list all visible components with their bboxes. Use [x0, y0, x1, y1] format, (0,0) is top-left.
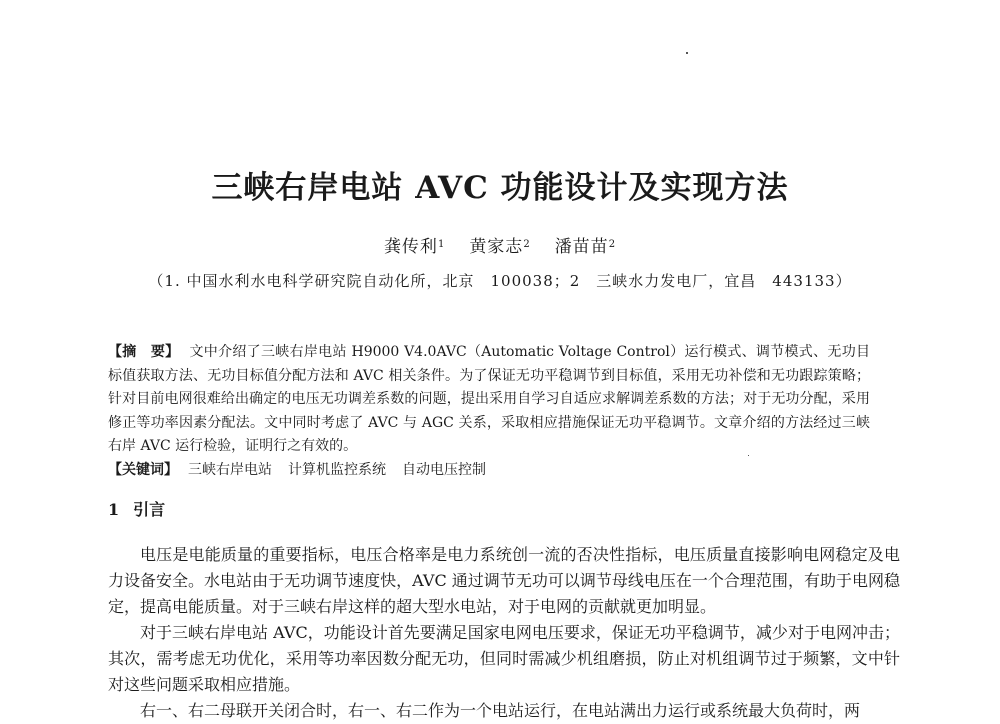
abstract-block	[108, 341, 870, 482]
scan-speck	[686, 52, 688, 54]
keyword: 自动电压控制	[402, 461, 486, 478]
author: 潘苗苗$^2$	[554, 237, 617, 257]
body-paragraph: 电压是电能质量的重要指标，电压合格率是电力系统创一流的否决性指标，电压质量直接影响电网稳定及电力设备安全。水电站由于无功调节速度快，AVC 通过调节无功可以调节母线电压在一个合理范围，有助于电网稳定，提高电能质量。对于三峡右岸这样的超大型水电站，对于电网的贡献就更加明显。	[108, 545, 900, 616]
keywords-label: 【关键词】	[108, 461, 178, 478]
keyword: 计算机监控系统	[288, 461, 386, 478]
section-heading	[108, 498, 165, 522]
author: 龚传利$^1$	[383, 237, 446, 257]
affiliation: （1. 中国水利水电科学研究院自动化所，北京 100038；2 三峡水力发电厂，宜昌 443133）	[148, 272, 852, 290]
body-text	[108, 542, 900, 724]
author-list	[0, 236, 1000, 258]
body-paragraph: 对于三峡右岸电站 AVC，功能设计首先要满足国家电网电压要求，保证无功平稳调节，减少对于电网冲击；其次，需考虑无功优化，采用等功率因数分配无功，但同时需减少机组磨损，防止对机组调节过于频繁，文中针对这些问题采取相应措施。	[108, 623, 900, 694]
keywords-line	[108, 459, 870, 483]
keyword: 三峡右岸电站	[188, 461, 272, 478]
author: 黄家志$^2$	[469, 237, 531, 257]
abstract-text: 文中介绍了三峡右岸电站 H9000 V4.0AVC（Automatic Voltage Control）运行模式、调节模式、无功目标值获取方法、无功目标值分配方法和 AVC 相关条件。为了保证无功平稳调节到目标值，采用无功补偿和无功跟踪策略；针对目前电网很难给出确定的电压无功调差系数的问题，提出采用自学习自适应求解调差系数的方法；对于无功分配，采用修正等功率因素分配法。文中同时考虑了 AVC 与 AGC 关系，采取相应措施保证无功平稳调节。文章介绍的方法经过三峡右岸 AVC 运行检验，证明行之有效的。	[108, 344, 870, 454]
section-title: 引言	[133, 500, 166, 519]
paper-title: 三峡右岸电站 AVC 功能设计及实现方法	[211, 170, 789, 206]
abstract-label: 【摘 要】	[108, 344, 180, 360]
section-number: 1	[108, 500, 120, 519]
body-paragraph: 右一、右二母联开关闭合时，右一、右二作为一个电站运行，在电站满出力运行或系统最大负荷时，两	[140, 701, 861, 720]
abstract-paragraph	[108, 341, 870, 459]
